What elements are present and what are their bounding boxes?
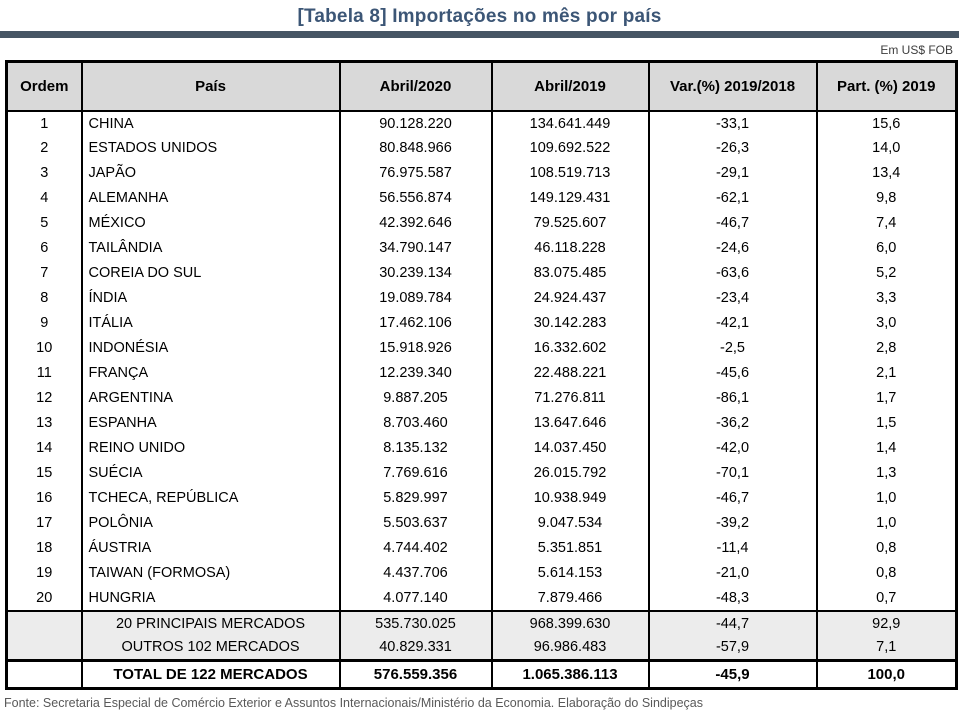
table-row-cell-abril2020: 8.703.460 bbox=[340, 411, 492, 436]
table-row-cell-abril2020: 42.392.646 bbox=[340, 211, 492, 236]
table-row-cell-var: -29,1 bbox=[649, 161, 817, 186]
table-row-cell-abril2019: 16.332.602 bbox=[492, 336, 649, 361]
table-row-cell-var: -39,2 bbox=[649, 511, 817, 536]
summary-row bbox=[7, 611, 957, 636]
table-row-cell-part: 1,7 bbox=[817, 386, 957, 411]
table-row-cell-ordem: 15 bbox=[36, 465, 53, 481]
table-row-cell-pais: ESPANHA bbox=[82, 411, 340, 436]
table-row-cell-var: -70,1 bbox=[649, 461, 817, 486]
column-header-var: Var.(%) 2019/2018 bbox=[649, 62, 817, 111]
table-row-cell-abril2019: 134.641.449 bbox=[492, 111, 649, 136]
table-row-cell-abril2020: 90.128.220 bbox=[340, 111, 492, 136]
table-row-cell-part: 7,4 bbox=[817, 211, 957, 236]
table-row-cell-var: -33,1 bbox=[649, 111, 817, 136]
table-row-cell-abril2019: 7.879.466 bbox=[492, 586, 649, 611]
report-page bbox=[0, 6, 959, 723]
table-row bbox=[7, 386, 957, 411]
table-header-row bbox=[7, 62, 957, 111]
table-row-cell-ordem: 8 bbox=[40, 290, 49, 306]
table-row bbox=[7, 236, 957, 261]
table-row-cell-abril2019: 9.047.534 bbox=[492, 511, 649, 536]
table-row-cell-abril2020: 5.503.637 bbox=[340, 511, 492, 536]
summary-row-cell-abril2020: 535.730.025 bbox=[340, 611, 492, 636]
column-header-abril2019: Abril/2019 bbox=[492, 62, 649, 111]
table-row-cell-ordem: 20 bbox=[36, 589, 53, 606]
summary-row-cell-var: -44,7 bbox=[649, 611, 817, 636]
table-row-cell-pais: COREIA DO SUL bbox=[82, 261, 340, 286]
table-row-cell-abril2019: 22.488.221 bbox=[492, 361, 649, 386]
table-row bbox=[7, 336, 957, 361]
table-row-cell-pais: MÉXICO bbox=[82, 211, 340, 236]
table-row-cell-var: -46,7 bbox=[649, 211, 817, 236]
table-row-cell-abril2019: 24.924.437 bbox=[492, 286, 649, 311]
table-row bbox=[7, 561, 957, 586]
imports-by-country-table bbox=[5, 60, 958, 690]
summary-row-cell-part: 7,1 bbox=[817, 636, 957, 661]
table-row-cell-pais: ÁUSTRIA bbox=[82, 536, 340, 561]
table-row-cell-var: -46,7 bbox=[649, 486, 817, 511]
total-row-cell-ordem bbox=[7, 661, 82, 689]
title-divider-bar bbox=[0, 31, 959, 38]
total-row-cell-abril2019: 1.065.386.113 bbox=[492, 661, 649, 689]
table-row-cell-abril2020: 17.462.106 bbox=[340, 311, 492, 336]
table-row-cell-var: -24,6 bbox=[649, 236, 817, 261]
table-row-cell-ordem: 7 bbox=[40, 265, 49, 281]
table-row-cell-pais: ALEMANHA bbox=[82, 186, 340, 211]
table-row-cell-pais: CHINA bbox=[82, 111, 340, 136]
table-row-cell-pais: JAPÃO bbox=[82, 161, 340, 186]
table-row-cell-part: 2,8 bbox=[817, 336, 957, 361]
table-row-cell-part: 1,0 bbox=[817, 511, 957, 536]
table-row-cell-abril2020: 4.744.402 bbox=[340, 536, 492, 561]
table-row-cell-part: 0,7 bbox=[817, 586, 957, 611]
table-row-cell-pais: TAILÂNDIA bbox=[82, 236, 340, 261]
unit-label: Em US$ FOB bbox=[880, 43, 953, 57]
table-row-cell-var: -42,1 bbox=[649, 311, 817, 336]
table-row-cell-var: -86,1 bbox=[649, 386, 817, 411]
table-row-cell-pais: SUÉCIA bbox=[82, 461, 340, 486]
table-summary bbox=[7, 611, 957, 661]
table-row-cell-ordem: 6 bbox=[40, 240, 49, 256]
summary-row-cell-abril2019: 968.399.630 bbox=[492, 611, 649, 636]
table-row-cell-abril2019: 5.614.153 bbox=[492, 561, 649, 586]
table-row bbox=[7, 286, 957, 311]
table-row-cell-ordem: 17 bbox=[36, 515, 53, 531]
table-row bbox=[7, 211, 957, 236]
column-header-ordem: Ordem bbox=[7, 62, 82, 111]
table-row-cell-var: -2,5 bbox=[649, 336, 817, 361]
table-row bbox=[7, 361, 957, 386]
table-row-cell-part: 13,4 bbox=[817, 161, 957, 186]
table-row-cell-abril2019: 26.015.792 bbox=[492, 461, 649, 486]
summary-row-cell-abril2019: 96.986.483 bbox=[492, 636, 649, 661]
table-row bbox=[7, 486, 957, 511]
column-header-pais: País bbox=[82, 62, 340, 111]
summary-row-cell-var: -57,9 bbox=[649, 636, 817, 661]
table-row-cell-ordem: 2 bbox=[40, 140, 49, 156]
table-row-cell-part: 1,0 bbox=[817, 486, 957, 511]
table-row bbox=[7, 536, 957, 561]
table-row-cell-abril2019: 79.525.607 bbox=[492, 211, 649, 236]
table-row-cell-pais: ITÁLIA bbox=[82, 311, 340, 336]
table-row-cell-var: -63,6 bbox=[649, 261, 817, 286]
table-row-cell-abril2020: 4.077.140 bbox=[340, 586, 492, 611]
table-row-cell-part: 0,8 bbox=[817, 561, 957, 586]
table-row-cell-ordem: 4 bbox=[40, 190, 49, 206]
summary-row-cell-pais: OUTROS 102 MERCADOS bbox=[82, 636, 340, 661]
table-row-cell-abril2020: 76.975.587 bbox=[340, 161, 492, 186]
table-row-cell-pais: POLÔNIA bbox=[82, 511, 340, 536]
table-row-cell-var: -23,4 bbox=[649, 286, 817, 311]
table-row-cell-abril2019: 46.118.228 bbox=[492, 236, 649, 261]
table-row-cell-pais: ARGENTINA bbox=[82, 386, 340, 411]
table-row-cell-var: -11,4 bbox=[649, 536, 817, 561]
table-row-cell-pais: ESTADOS UNIDOS bbox=[82, 136, 340, 161]
table-row-cell-abril2019: 5.351.851 bbox=[492, 536, 649, 561]
table-row-cell-part: 1,3 bbox=[817, 461, 957, 486]
summary-row-cell-ordem bbox=[7, 611, 82, 636]
table-header bbox=[7, 62, 957, 111]
table-row-cell-abril2020: 19.089.784 bbox=[340, 286, 492, 311]
table-row bbox=[7, 136, 957, 161]
table-row-cell-pais: ÍNDIA bbox=[82, 286, 340, 311]
column-header-abril2020: Abril/2020 bbox=[340, 62, 492, 111]
table-row-cell-var: -48,3 bbox=[649, 586, 817, 611]
table-row-cell-pais: TCHECA, REPÚBLICA bbox=[82, 486, 340, 511]
table-row-cell-var: -36,2 bbox=[649, 411, 817, 436]
table-row bbox=[7, 411, 957, 436]
table-row-cell-abril2020: 12.239.340 bbox=[340, 361, 492, 386]
table-row-cell-abril2019: 13.647.646 bbox=[492, 411, 649, 436]
table-row-cell-abril2020: 80.848.966 bbox=[340, 136, 492, 161]
table-total bbox=[7, 661, 957, 689]
table-row-cell-abril2019: 30.142.283 bbox=[492, 311, 649, 336]
table-row-cell-abril2019: 83.075.485 bbox=[492, 261, 649, 286]
table-row bbox=[7, 261, 957, 286]
table-row-cell-part: 3,0 bbox=[817, 311, 957, 336]
summary-row bbox=[7, 636, 957, 661]
table-row bbox=[7, 436, 957, 461]
table-row-cell-ordem: 19 bbox=[36, 565, 53, 581]
table-row-cell-abril2020: 8.135.132 bbox=[340, 436, 492, 461]
table-row-cell-part: 15,6 bbox=[817, 111, 957, 136]
table-row bbox=[7, 586, 957, 611]
total-row-cell-var: -45,9 bbox=[649, 661, 817, 689]
total-row-cell-part: 100,0 bbox=[817, 661, 957, 689]
summary-row-cell-part: 92,9 bbox=[817, 611, 957, 636]
table-row-cell-var: -42,0 bbox=[649, 436, 817, 461]
table-row-cell-abril2020: 4.437.706 bbox=[340, 561, 492, 586]
table-row-cell-part: 9,8 bbox=[817, 186, 957, 211]
table-row-cell-part: 6,0 bbox=[817, 236, 957, 261]
table-row-cell-var: -62,1 bbox=[649, 186, 817, 211]
table-row-cell-var: -21,0 bbox=[649, 561, 817, 586]
page-title: [Tabela 8] Importações no mês por país bbox=[297, 6, 662, 27]
table-row-cell-ordem: 1 bbox=[40, 115, 49, 132]
table-row-cell-part: 14,0 bbox=[817, 136, 957, 161]
table-row-cell-abril2020: 5.829.997 bbox=[340, 486, 492, 511]
table-row-cell-abril2020: 56.556.874 bbox=[340, 186, 492, 211]
table-row-cell-abril2019: 14.037.450 bbox=[492, 436, 649, 461]
table-row-cell-pais: INDONÉSIA bbox=[82, 336, 340, 361]
table-row-cell-var: -26,3 bbox=[649, 136, 817, 161]
total-row-cell-abril2020: 576.559.356 bbox=[340, 661, 492, 689]
table-row-cell-part: 1,4 bbox=[817, 436, 957, 461]
table-row-cell-ordem: 11 bbox=[36, 365, 52, 381]
summary-row-cell-pais: 20 PRINCIPAIS MERCADOS bbox=[82, 611, 340, 636]
table-row-cell-abril2019: 149.129.431 bbox=[492, 186, 649, 211]
table-row-cell-abril2019: 71.276.811 bbox=[492, 386, 649, 411]
table-row-cell-part: 0,8 bbox=[817, 536, 957, 561]
table-row bbox=[7, 161, 957, 186]
table-row-cell-pais: HUNGRIA bbox=[82, 586, 340, 611]
table-row-cell-ordem: 16 bbox=[36, 490, 53, 506]
table-row bbox=[7, 186, 957, 211]
table-row-cell-part: 2,1 bbox=[817, 361, 957, 386]
table-row-cell-abril2019: 109.692.522 bbox=[492, 136, 649, 161]
summary-row-cell-ordem bbox=[7, 636, 82, 661]
table-row bbox=[7, 511, 957, 536]
table-row-cell-pais: FRANÇA bbox=[82, 361, 340, 386]
table-row-cell-ordem: 3 bbox=[40, 165, 49, 181]
table-body bbox=[7, 111, 957, 611]
table-row-cell-ordem: 10 bbox=[36, 340, 53, 356]
table-row-cell-abril2020: 30.239.134 bbox=[340, 261, 492, 286]
table-row bbox=[7, 311, 957, 336]
table-row-cell-ordem: 14 bbox=[36, 440, 53, 456]
table-row-cell-part: 1,5 bbox=[817, 411, 957, 436]
table-row-cell-abril2019: 108.519.713 bbox=[492, 161, 649, 186]
table-row-cell-ordem: 9 bbox=[40, 315, 49, 331]
column-header-part: Part. (%) 2019 bbox=[817, 62, 957, 111]
summary-row-cell-abril2020: 40.829.331 bbox=[340, 636, 492, 661]
table-row-cell-part: 3,3 bbox=[817, 286, 957, 311]
table-row-cell-pais: REINO UNIDO bbox=[82, 436, 340, 461]
table-row bbox=[7, 461, 957, 486]
table-row-cell-pais: TAIWAN (FORMOSA) bbox=[82, 561, 340, 586]
table-row-cell-abril2020: 34.790.147 bbox=[340, 236, 492, 261]
table-row-cell-abril2019: 10.938.949 bbox=[492, 486, 649, 511]
total-row-cell-pais: TOTAL DE 122 MERCADOS bbox=[82, 661, 340, 689]
source-note: Fonte: Secretaria Especial de Comércio Exterior e Assuntos Internacionais/Ministério da Economia. Elaboração do Sindipeças bbox=[4, 696, 703, 710]
table-row bbox=[7, 111, 957, 136]
table-row-cell-abril2020: 9.887.205 bbox=[340, 386, 492, 411]
table-row-cell-part: 5,2 bbox=[817, 261, 957, 286]
table-row-cell-abril2020: 7.769.616 bbox=[340, 461, 492, 486]
table-row-cell-abril2020: 15.918.926 bbox=[340, 336, 492, 361]
table-row-cell-var: -45,6 bbox=[649, 361, 817, 386]
table-row-cell-ordem: 18 bbox=[36, 540, 53, 556]
table-row-cell-ordem: 12 bbox=[36, 390, 53, 406]
table-row-cell-ordem: 5 bbox=[40, 215, 49, 231]
total-row bbox=[7, 661, 957, 689]
table-row-cell-ordem: 13 bbox=[36, 415, 53, 431]
